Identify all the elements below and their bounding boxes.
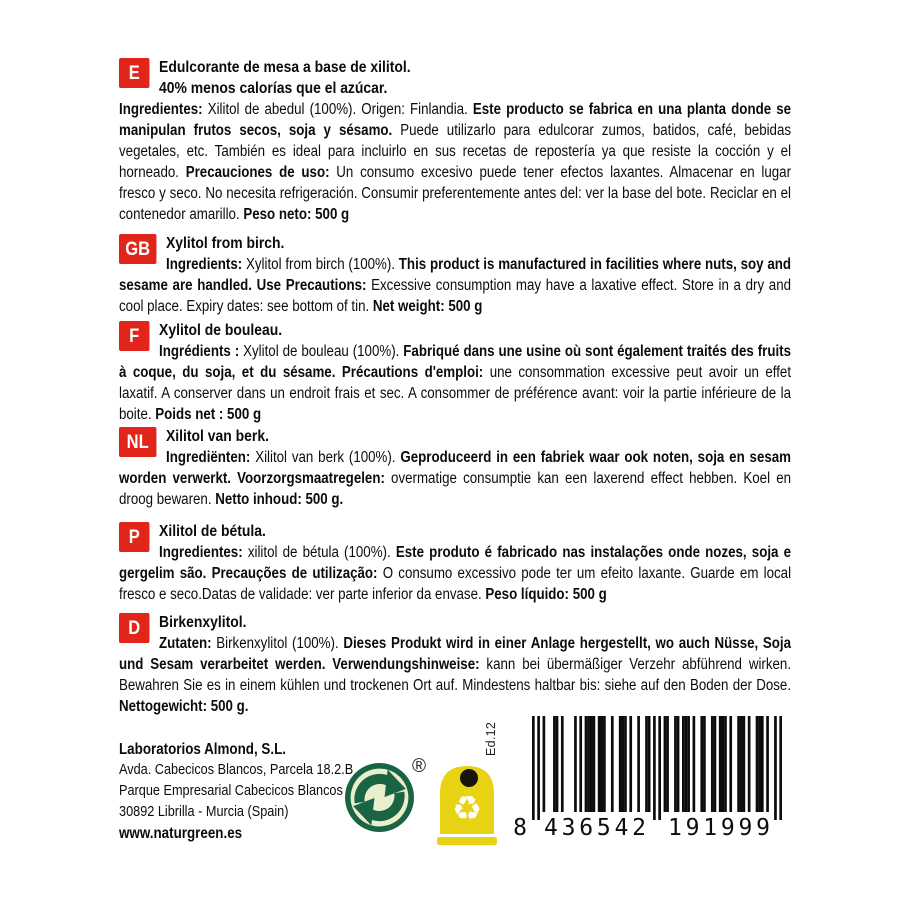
section-body — [119, 521, 791, 605]
section-text: Ingrediënten: Xilitol van berk (100%). Geproduceerd in een fabriek waar ook noten, soja en sesam worden verwerkt. Voorzorgsmaatregelen: overmatige consumptie kan een laxerend effect hebben. Koel en droog bewaren. Netto inhoud: 500 g. — [119, 449, 792, 508]
section-text: Ingrédients : Xylitol de bouleau (100%). Fabriqué dans une usine où sont également traités des fruits à coque, du soja, et du sésame. Précautions d'emploi: une consommation excessive peut avoir un effet laxatif. A conserver dans un endroit frais et sec. A consommer de préférence avant: voir la partie inférieure de la boite. Poids net : 500 g — [119, 343, 792, 423]
language-badge: NL — [119, 427, 156, 457]
address-line: 30892 Librilla - Murcia (Spain) — [119, 804, 289, 820]
language-section-p — [119, 521, 791, 605]
website-url: www.naturgreen.es — [119, 825, 243, 842]
language-section-gb — [119, 233, 791, 317]
barcode-digits-group1: 436542 — [544, 815, 646, 838]
address-line: Avda. Cabecicos Blancos, Parcela 18.2.B — [119, 762, 354, 778]
section-body — [119, 320, 791, 425]
section-text: Ingredientes: xilitol de bétula (100%). Este produto é fabricado nas instalações onde nozes, soja e gergelim são. Precauções de utilização: O consumo excessivo pode ter um efeito laxante. Guarde em local fresco e seco.Datas de validade: ver parte inferior da envase. Peso líquido: 500 g — [119, 544, 792, 603]
section-title: Xilitol de bétula. — [159, 523, 266, 540]
language-section-d — [119, 612, 791, 717]
address-line: Parque Empresarial Cabecicos Blancos — [119, 783, 343, 799]
section-title: Birkenxylitol. — [159, 614, 247, 631]
section-text: Zutaten: Birkenxylitol (100%). Dieses Produkt wird in einer Anlage hergestellt, wo auch Nüsse, Soja und Sesam verarbeitet werden. Verwendungshinweise: kann bei übermäßiger Verzehr abführend wirken. Bewahren Sie es in einem kühlen und trockenen Ort auf. Mindestens haltbar bis: siehe auf den Boden der Dose. Nettogewicht: 500 g. — [119, 635, 792, 715]
barcode-bars — [532, 716, 782, 820]
section-title: Xylitol from birch. — [166, 235, 285, 252]
language-section-e — [119, 57, 791, 225]
bin-hole — [460, 769, 478, 787]
language-section-nl — [119, 426, 791, 510]
company-address-block — [119, 739, 380, 844]
barcode-digits-group2: 191999 — [668, 815, 770, 838]
edition-label: Ed.12 — [484, 721, 498, 756]
barcode — [510, 716, 782, 838]
language-badge: E — [119, 58, 149, 88]
section-text: Ingredients: Xylitol from birch (100%). This product is manufactured in facilities where nuts, soy and sesame are handled. Use Precautions: Excessive consumption may have a laxative effect. Store in a dry and cool place. Expiry dates: see bottom of tin. Net weight: 500 g — [119, 256, 792, 315]
barcode-digit-left: 8 — [513, 815, 527, 838]
section-body — [119, 612, 791, 717]
section-body — [119, 426, 791, 510]
language-section-f — [119, 320, 791, 425]
green-dot-icon — [344, 762, 415, 833]
section-title: Xylitol de bouleau. — [159, 322, 283, 339]
language-badge: GB — [119, 234, 156, 264]
registered-trademark-icon: ® — [412, 756, 426, 777]
section-title: Xilitol van berk. — [166, 428, 269, 445]
yellow-recycle-bin-icon — [436, 763, 498, 845]
section-title: Edulcorante de mesa a base de xilitol. 40% menos calorías que el azúcar. — [159, 59, 411, 97]
address-lines — [119, 760, 380, 823]
language-badge: D — [119, 613, 149, 643]
company-name: Laboratorios Almond, S.L. — [119, 741, 286, 758]
recycle-symbol-icon: ♻ — [451, 790, 483, 828]
section-body — [119, 233, 791, 317]
section-text: Ingredientes: Xilitol de abedul (100%). Origen: Finlandia. Este producto se fabrica en una planta donde se manipulan frutos secos, soja y sésamo. Puede utilizarlo para edulcorar zumos, batidos, café, bebidas vegetales, etc. También es ideal para incluirlo en sus recetas de repostería ya que resiste la cocción y el horneado. Precauciones de uso: Un consumo excesivo puede tener efectos laxantes. Almacenar en lugar fresco y seco. No necesita refrigeración. Consumir preferentemente antes del: ver la base del bote. Reciclar en el contenedor amarillo. Peso neto: 500 g — [119, 101, 792, 223]
section-body — [119, 57, 791, 225]
language-badge: F — [119, 321, 149, 351]
language-badge: P — [119, 522, 149, 552]
